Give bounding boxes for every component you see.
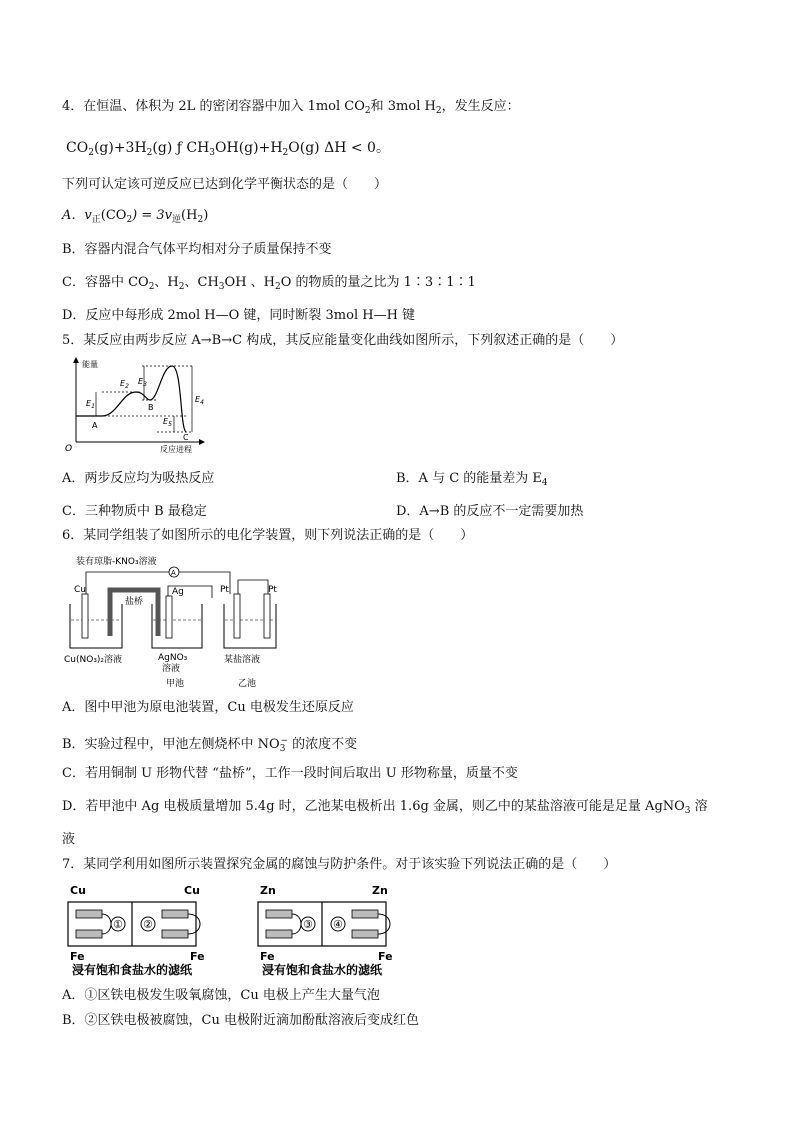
fe-strip-4 (352, 930, 378, 938)
setup-right (258, 884, 393, 976)
q4-question: 下列可认定该可逆反应已达到化学平衡状态的是（ ） (62, 177, 388, 192)
top-label: 装有琼脂-KNO₃溶液 (76, 557, 157, 567)
electrochemical-apparatus (62, 552, 292, 692)
ag-electrode (166, 596, 172, 638)
sub-2: 2 (435, 106, 442, 116)
region-3-label: ③ (303, 918, 313, 931)
fe-strip-3 (266, 930, 292, 938)
beaker-1 (70, 604, 122, 648)
solution-2-label-a: AgNO₃ (158, 653, 188, 663)
pt-electrode-1 (234, 594, 240, 638)
x-axis-arrow (199, 439, 205, 445)
q4-option-a: A．$v_正(CO_2) = 3v_逆(H_2)$ (62, 208, 209, 225)
region-2-label: ② (143, 918, 153, 931)
cu-label-2: Cu (184, 884, 200, 897)
ammeter-label: A (171, 569, 176, 577)
cu-label-1: Cu (70, 884, 86, 897)
q5-option-d: D．A→B 的反应不一定需要加热 (396, 504, 584, 519)
pt1-label: Pt (220, 585, 229, 595)
q7-option-a: A．①区铁电极发生吸氧腐蚀，Cu 电极上产生大量气泡 (62, 988, 380, 1003)
x-axis-label: 反应进程 (160, 445, 192, 454)
solution-3-label: 某盐溶液 (224, 655, 261, 665)
pt2-label: Pt (268, 585, 277, 595)
q5-option-b: B．A 与 C 的能量差为 $E_4$ (396, 471, 548, 488)
fe-label-3: Fe (260, 950, 275, 963)
q4-option-c: C．容器中 $CO_2$、$H_2$、$CH_3OH$ 、$H_2O$ 的物质的量之比为 1∶3∶1∶1 (62, 275, 476, 292)
q4-option-d: D．反应中每形成 2mol H—O 键，同时断裂 3mol H—H 键 (62, 308, 416, 323)
caption-left: 浸有饱和食盐水的滤纸 (72, 963, 193, 976)
cu-electrode (82, 594, 88, 638)
wire-pt (238, 580, 268, 594)
q7-option-b: B．②区铁电极被腐蚀，Cu 电极附近滴加酚酞溶液后变成红色 (62, 1013, 420, 1028)
q6-option-a: A．图中甲池为原电池装置，Cu 电极发生还原反应 (62, 700, 354, 715)
e4-label: $E_4$ (195, 395, 204, 406)
solution-1-label: Cu(NO₃)₂溶液 (64, 655, 123, 665)
fe-strip-1 (76, 930, 102, 938)
y-axis-label: 能量 (82, 360, 98, 369)
zn-strip-2 (352, 910, 378, 918)
q4-option-b: B．容器内混合气体平均相对分子质量保持不变 (62, 242, 332, 257)
q6-option-d: D．若甲池中 Ag 电极质量增加 5.4g 时，乙池某电极析出 1.6g 金属，则乙中的某盐溶液可能是足量 AgNO$_3$ 溶 (62, 799, 708, 816)
origin-label: O (65, 444, 73, 454)
e2-label: $E_2$ (120, 379, 129, 390)
zn-label-2: Zn (372, 884, 388, 897)
cell-jia-label: 甲池 (166, 679, 185, 689)
cu-strip-2 (162, 910, 188, 918)
region-4-label: ④ (333, 918, 343, 931)
q6-option-b: B．实验过程中，甲池左侧烧杯中 $NO_3^-$ 的浓度不变 (62, 736, 358, 754)
y-axis-arrow (73, 357, 79, 363)
e5-label: $E_5$ (163, 417, 172, 428)
q6-option-c: C．若用铜制 U 形物代替 “盐桥”，工作一段时间后取出 U 形物称量，质量不变 (62, 766, 518, 781)
zn-strip-1 (266, 910, 292, 918)
solution-2-label-b: 溶液 (162, 664, 181, 674)
fe-label-1: Fe (70, 950, 85, 963)
label-b: B (148, 403, 154, 412)
region-1-label: ① (113, 918, 123, 931)
energy-diagram (62, 354, 212, 454)
q7-stem: 7．某同学利用如图所示装置探究金属的腐蚀与防护条件。对于该实验下列说法正确的是（ ） (62, 857, 617, 872)
q5-stem: 5．某反应由两步反应 A→B→C 构成，其反应能量变化曲线如图所示，下列叙述正确的是（ ） (62, 333, 624, 348)
q4-equation: $CO_2(g)+3H_2(g)$ ƒ $CH_3OH(g)+H_2O(g) \Delta H < 0$。 (66, 140, 390, 158)
pt-electrode-2 (264, 594, 270, 638)
e1-label: $E_1$ (86, 399, 95, 410)
q5-option-a: A．两步反应均为吸热反应 (62, 471, 215, 486)
bridge-label: 盐桥 (125, 597, 144, 607)
q6-option-d-cont: 液 (62, 832, 76, 847)
zn-label-1: Zn (260, 884, 276, 897)
corrosion-apparatus (62, 880, 402, 976)
caption-right: 浸有饱和食盐水的滤纸 (262, 963, 383, 976)
fe-strip-2 (162, 930, 188, 938)
q6-stem: 6．某同学组装了如图所示的电化学装置，则下列说法正确的是（ ） (62, 528, 474, 543)
cell-yi-label: 乙池 (238, 679, 257, 689)
label-c: C (183, 433, 189, 442)
ag-label: Ag (172, 587, 184, 597)
sub-2: 2 (364, 106, 371, 116)
setup-left (68, 884, 205, 976)
cu-label: Cu (74, 585, 86, 595)
label-a: A (92, 421, 98, 430)
q4-stem: 4．在恒温、体积为 2L 的密闭容器中加入 1mol $CO_2$和 3mol $H_2$，发生反应： (62, 99, 520, 116)
e3-label: $E_3$ (138, 377, 147, 388)
cu-strip-1 (76, 910, 102, 918)
q5-option-c: C．三种物质中 B 最稳定 (62, 504, 207, 519)
fe-label-4: Fe (378, 950, 393, 963)
fe-label-2: Fe (190, 950, 205, 963)
